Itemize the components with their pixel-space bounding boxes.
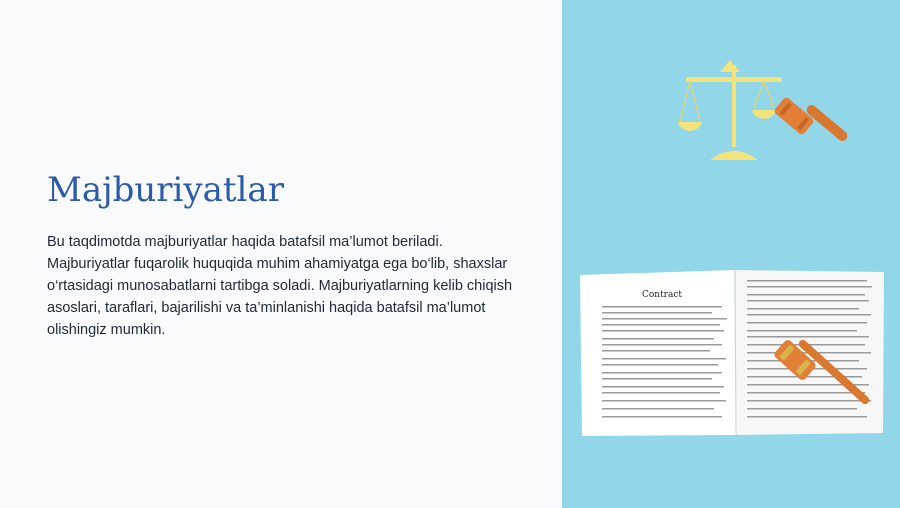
legal-illustration [562,0,900,508]
slide-title: Majburiyatlar [47,170,284,210]
gavel-icon [773,96,849,143]
scales-of-justice-icon [678,60,782,160]
slide-description: Bu taqdimotda majburiyatlar haqida batafsil ma’lumot beriladi. Majburiyatlar fuqarolik huquqida muhim ahamiyatga ega bo‘lib, shaxslar o‘rtasidagi munosabatlarni tartibga soladi. Majburiyatlarning kelib chiqish asoslari, taraflari, bajarilishi va ta’minlanishi haqida batafsil ma’lumot olishingiz mumkin. [47,234,513,338]
contract-document-icon [580,270,884,436]
contract-heading: Contract [641,290,683,300]
image-panel [562,0,900,508]
